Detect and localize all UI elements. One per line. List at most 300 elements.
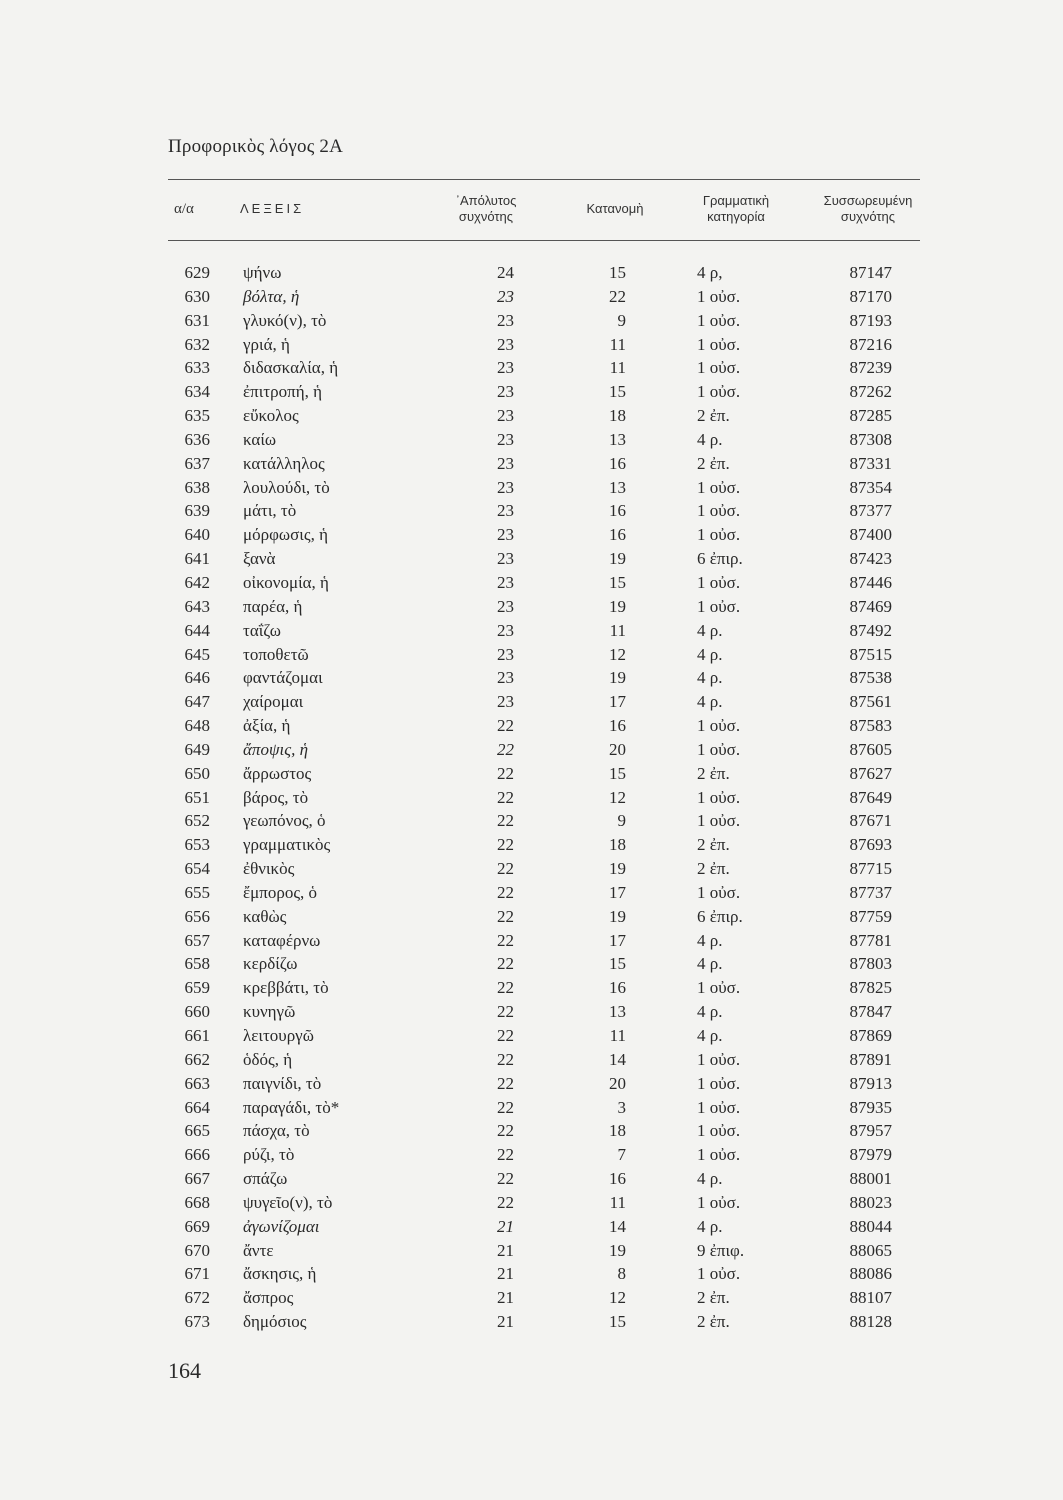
row-absolute-frequency: 22 (497, 811, 514, 831)
row-word: διδασκαλία, ἡ (243, 358, 339, 378)
row-absolute-frequency: 23 (497, 501, 514, 521)
row-cumulative-frequency: 88065 (849, 1240, 892, 1260)
row-word: σπάζω (243, 1169, 288, 1189)
row-absolute-frequency: 23 (497, 382, 514, 402)
row-grammatical-category: 4 ρ. (697, 692, 723, 712)
row-index: 633 (184, 358, 210, 378)
row-distribution: 17 (609, 692, 626, 712)
header-bottom-rule (168, 240, 920, 241)
row-word: γλυκό(ν), τὸ (243, 310, 327, 330)
row-word: δημόσιος (243, 1312, 307, 1332)
header-top-rule (168, 179, 920, 180)
row-index: 661 (184, 1026, 210, 1045)
row-cumulative-frequency: 87216 (849, 334, 892, 354)
row-index: 652 (184, 811, 210, 831)
row-grammatical-category: 4 ρ. (697, 644, 723, 664)
row-index: 638 (184, 477, 210, 497)
row-distribution: 11 (609, 358, 626, 378)
row-grammatical-category: 9 ἐπιφ. (697, 1240, 745, 1260)
row-absolute-frequency: 22 (497, 1121, 514, 1141)
table-row (0, 905, 1063, 929)
row-absolute-frequency: 22 (497, 930, 514, 950)
row-distribution: 12 (609, 644, 626, 664)
row-index: 653 (184, 835, 210, 855)
row-absolute-frequency: 23 (497, 429, 514, 449)
table-row (0, 1000, 1063, 1024)
row-index: 666 (184, 1145, 210, 1165)
row-absolute-frequency: 23 (497, 572, 514, 592)
row-cumulative-frequency: 87400 (849, 525, 892, 545)
row-grammatical-category: 1 οὐσ. (697, 716, 741, 736)
row-distribution: 18 (609, 835, 626, 855)
table-row (0, 452, 1063, 476)
row-grammatical-category: 1 οὐσ. (697, 1073, 741, 1093)
row-cumulative-frequency: 87492 (849, 620, 892, 640)
row-grammatical-category: 4 ρ. (697, 620, 723, 640)
row-index: 664 (184, 1097, 210, 1117)
row-grammatical-category: 4 ρ. (697, 1026, 723, 1045)
row-distribution: 15 (609, 572, 626, 592)
row-absolute-frequency: 22 (497, 1169, 514, 1189)
row-cumulative-frequency: 87891 (849, 1049, 892, 1069)
table-row (0, 809, 1063, 833)
row-absolute-frequency: 23 (497, 453, 514, 473)
table-row (0, 1167, 1063, 1191)
table-row (0, 1310, 1063, 1334)
row-cumulative-frequency: 87825 (849, 978, 892, 998)
row-index: 673 (184, 1312, 210, 1332)
row-index: 672 (184, 1288, 210, 1308)
row-distribution: 18 (609, 1121, 626, 1141)
row-word: ἄποψις, ἡ (243, 739, 309, 759)
table-row (0, 404, 1063, 428)
row-grammatical-category: 4 ρ. (697, 930, 723, 950)
row-word: ταΐζω (243, 620, 281, 640)
table-row (0, 929, 1063, 953)
row-distribution: 15 (609, 382, 626, 402)
row-grammatical-category: 2 ἐπ. (697, 859, 730, 879)
row-absolute-frequency: 22 (497, 1002, 514, 1022)
row-index: 663 (184, 1073, 210, 1093)
row-absolute-frequency: 24 (497, 263, 514, 282)
row-word: γριά, ἡ (243, 334, 290, 354)
row-index: 632 (184, 334, 210, 354)
row-distribution: 13 (609, 477, 626, 497)
row-cumulative-frequency: 88128 (849, 1312, 892, 1332)
row-absolute-frequency: 21 (497, 1264, 514, 1284)
row-distribution: 15 (609, 954, 626, 974)
row-absolute-frequency: 23 (497, 286, 514, 306)
row-index: 645 (184, 644, 210, 664)
row-distribution: 19 (609, 906, 626, 926)
row-distribution: 13 (609, 1002, 626, 1022)
header-grammatical-category (686, 193, 786, 225)
row-grammatical-category: 1 οὐσ. (697, 525, 741, 545)
row-index: 651 (184, 787, 210, 807)
row-absolute-frequency: 23 (497, 310, 514, 330)
row-grammatical-category: 1 οὐσ. (697, 334, 741, 354)
table-row (0, 1191, 1063, 1215)
table-row (0, 1072, 1063, 1096)
row-index: 643 (184, 596, 210, 616)
row-cumulative-frequency: 87583 (849, 716, 892, 736)
table-row (0, 952, 1063, 976)
row-index: 646 (184, 668, 210, 688)
word-frequency-table (0, 261, 1063, 1334)
table-row (0, 523, 1063, 547)
table-row (0, 714, 1063, 738)
row-distribution: 13 (609, 429, 626, 449)
row-absolute-frequency: 22 (497, 1145, 514, 1165)
table-row (0, 786, 1063, 810)
row-distribution: 15 (609, 763, 626, 783)
row-distribution: 19 (609, 1240, 626, 1260)
row-index: 642 (184, 572, 210, 592)
row-distribution: 11 (609, 334, 626, 354)
row-grammatical-category: 1 οὐσ. (697, 501, 741, 521)
header-absolute-line1: ᾿Απόλυτος (455, 193, 517, 208)
row-absolute-frequency: 23 (497, 549, 514, 569)
table-row (0, 1119, 1063, 1143)
row-absolute-frequency: 22 (497, 763, 514, 783)
row-distribution: 11 (609, 1026, 626, 1045)
row-index: 659 (184, 978, 210, 998)
row-absolute-frequency: 22 (497, 1049, 514, 1069)
page-number: 164 (168, 1358, 201, 1383)
row-word: τοποθετῶ (243, 644, 309, 664)
row-index: 640 (184, 525, 210, 545)
row-word: ἄσκησις, ἡ (243, 1264, 317, 1284)
row-grammatical-category: 1 οὐσ. (697, 310, 741, 330)
row-absolute-frequency: 22 (497, 1097, 514, 1117)
row-distribution: 16 (609, 501, 626, 521)
table-row (0, 976, 1063, 1000)
row-absolute-frequency: 22 (497, 835, 514, 855)
row-word: κυνηγῶ (243, 1002, 296, 1022)
row-grammatical-category: 1 οὐσ. (697, 1097, 741, 1117)
row-distribution: 8 (617, 1264, 626, 1284)
table-row (0, 380, 1063, 404)
row-absolute-frequency: 23 (497, 334, 514, 354)
row-distribution: 16 (609, 525, 626, 545)
row-word: ἄρρωστος (243, 763, 312, 783)
row-distribution: 11 (609, 620, 626, 640)
row-word: λουλούδι, τὸ (243, 477, 330, 497)
row-index: 650 (184, 763, 210, 783)
row-grammatical-category: 2 ἐπ. (697, 406, 730, 426)
row-absolute-frequency: 23 (497, 620, 514, 640)
row-word: φαντάζομαι (243, 668, 323, 688)
header-cumulative-line2: συχνότης (840, 209, 896, 224)
row-cumulative-frequency: 88001 (849, 1169, 892, 1189)
row-distribution: 17 (609, 930, 626, 950)
row-absolute-frequency: 23 (497, 596, 514, 616)
row-distribution: 14 (609, 1216, 626, 1236)
row-grammatical-category: 1 οὐσ. (697, 882, 741, 902)
row-word: ψήνω (243, 263, 282, 282)
row-absolute-frequency: 22 (497, 787, 514, 807)
row-word: καθὼς (243, 906, 287, 926)
table-row (0, 476, 1063, 500)
row-grammatical-category: 2 ἐπ. (697, 1312, 730, 1332)
table-row (0, 1286, 1063, 1310)
table-row (0, 1239, 1063, 1263)
table-row (0, 1024, 1063, 1048)
row-distribution: 16 (609, 453, 626, 473)
row-absolute-frequency: 23 (497, 644, 514, 664)
row-absolute-frequency: 22 (497, 1073, 514, 1093)
row-word: κερδίζω (243, 954, 298, 974)
header-words: ΛΕΞΕΙΣ (240, 201, 305, 216)
row-index: 660 (184, 1002, 210, 1022)
row-index: 634 (184, 382, 210, 402)
table-row (0, 428, 1063, 452)
table-row (0, 857, 1063, 881)
row-cumulative-frequency: 87935 (849, 1097, 892, 1117)
row-word: ἀγωνίζομαι (243, 1216, 320, 1236)
row-word: ἄσπρος (243, 1288, 294, 1308)
row-word: εὔκολος (243, 406, 299, 426)
table-row (0, 499, 1063, 523)
table-row (0, 1096, 1063, 1120)
table-row (0, 738, 1063, 762)
row-grammatical-category: 1 οὐσ. (697, 739, 741, 759)
table-row (0, 571, 1063, 595)
row-word: ἀξία, ἡ (243, 716, 291, 736)
row-word: ὁδός, ἡ (243, 1049, 293, 1069)
row-word: ἄντε (243, 1240, 274, 1260)
header-index: α/α (174, 201, 194, 217)
table-row (0, 1262, 1063, 1286)
row-absolute-frequency: 23 (497, 358, 514, 378)
row-index: 657 (184, 930, 210, 950)
table-row (0, 356, 1063, 380)
row-grammatical-category: 2 ἐπ. (697, 453, 730, 473)
row-word: παιγνίδι, τὸ (243, 1073, 322, 1093)
row-word: παρέα, ἡ (243, 596, 303, 616)
row-index: 647 (184, 692, 210, 712)
row-grammatical-category: 1 οὐσ. (697, 1049, 741, 1069)
row-word: ρύζι, τὸ (243, 1145, 295, 1165)
row-absolute-frequency: 22 (497, 739, 514, 759)
row-cumulative-frequency: 87239 (849, 358, 892, 378)
row-word: βάρος, τὸ (243, 787, 309, 807)
row-grammatical-category: 6 ἐπιρ. (697, 906, 743, 926)
row-cumulative-frequency: 87538 (849, 668, 892, 688)
row-cumulative-frequency: 87649 (849, 787, 892, 807)
row-distribution: 9 (617, 310, 626, 330)
row-word: λειτουργῶ (243, 1026, 314, 1045)
header-grammatical-line1: Γραμματικὴ (702, 193, 770, 208)
header-grammatical-line2: κατηγορία (707, 209, 765, 224)
row-word: ψυγεῖο(ν), τὸ (243, 1192, 333, 1212)
row-distribution: 22 (609, 286, 626, 306)
row-cumulative-frequency: 87377 (849, 501, 892, 521)
row-cumulative-frequency: 87308 (849, 429, 892, 449)
row-absolute-frequency: 21 (497, 1312, 514, 1332)
row-word: ἐπιτροπή, ἡ (243, 382, 322, 402)
row-absolute-frequency: 22 (497, 1026, 514, 1045)
row-absolute-frequency: 23 (497, 525, 514, 545)
row-word: γραμματικὸς (243, 835, 331, 855)
row-cumulative-frequency: 87913 (849, 1073, 892, 1093)
row-absolute-frequency: 22 (497, 906, 514, 926)
row-distribution: 12 (609, 787, 626, 807)
row-absolute-frequency: 22 (497, 716, 514, 736)
row-word: παραγάδι, τὸ* (243, 1097, 340, 1117)
table-row (0, 1048, 1063, 1072)
row-absolute-frequency: 22 (497, 978, 514, 998)
row-distribution: 12 (609, 1288, 626, 1308)
row-word: βόλτα, ἡ (243, 286, 300, 306)
row-distribution: 19 (609, 859, 626, 879)
row-distribution: 20 (609, 739, 626, 759)
row-cumulative-frequency: 87759 (849, 906, 892, 926)
row-index: 662 (184, 1049, 210, 1069)
row-distribution: 14 (609, 1049, 626, 1069)
row-grammatical-category: 4 ρ. (697, 1002, 723, 1022)
header-distribution: Κατανομὴ (586, 201, 644, 216)
row-cumulative-frequency: 87869 (849, 1026, 892, 1045)
row-word: καίω (243, 429, 277, 449)
row-grammatical-category: 2 ἐπ. (697, 1288, 730, 1308)
row-index: 639 (184, 501, 210, 521)
row-grammatical-category: 1 οὐσ. (697, 382, 741, 402)
table-row (0, 1215, 1063, 1239)
row-index: 655 (184, 882, 210, 902)
row-grammatical-category: 2 ἐπ. (697, 835, 730, 855)
row-cumulative-frequency: 87354 (849, 477, 892, 497)
row-cumulative-frequency: 87957 (849, 1121, 892, 1141)
row-cumulative-frequency: 87627 (849, 763, 892, 783)
row-word: οἰκονομία, ἡ (243, 572, 329, 592)
row-cumulative-frequency: 87262 (849, 382, 892, 402)
row-index: 669 (184, 1216, 210, 1236)
row-cumulative-frequency: 87331 (849, 453, 892, 473)
row-word: χαίρομαι (243, 692, 304, 712)
row-cumulative-frequency: 87285 (849, 406, 892, 426)
row-cumulative-frequency: 88086 (849, 1264, 892, 1284)
row-cumulative-frequency: 87469 (849, 596, 892, 616)
row-cumulative-frequency: 87561 (849, 692, 892, 712)
row-index: 636 (184, 429, 210, 449)
row-absolute-frequency: 22 (497, 882, 514, 902)
table-row (0, 881, 1063, 905)
row-cumulative-frequency: 87781 (849, 930, 892, 950)
row-distribution: 15 (609, 1312, 626, 1332)
row-cumulative-frequency: 87715 (849, 859, 892, 879)
row-word: καταφέρνω (243, 930, 321, 950)
header-cumulative-line1: Συσσωρευμένη (823, 193, 913, 208)
row-cumulative-frequency: 87446 (849, 572, 892, 592)
table-row (0, 1143, 1063, 1167)
row-grammatical-category: 4 ρ, (697, 263, 723, 282)
table-row (0, 833, 1063, 857)
row-grammatical-category: 4 ρ. (697, 954, 723, 974)
page-title: Προφορικὸς λόγος 2Α (168, 136, 344, 157)
row-index: 658 (184, 954, 210, 974)
row-absolute-frequency: 21 (497, 1240, 514, 1260)
row-index: 644 (184, 620, 210, 640)
row-grammatical-category: 2 ἐπ. (697, 763, 730, 783)
header-absolute-frequency (436, 193, 536, 225)
row-absolute-frequency: 23 (497, 406, 514, 426)
row-grammatical-category: 1 οὐσ. (697, 811, 741, 831)
row-cumulative-frequency: 87979 (849, 1145, 892, 1165)
row-cumulative-frequency: 87170 (849, 286, 892, 306)
row-word: μάτι, τὸ (243, 501, 297, 521)
row-absolute-frequency: 23 (497, 477, 514, 497)
header-absolute-line2: συχνότης (458, 209, 514, 224)
row-absolute-frequency: 23 (497, 668, 514, 688)
row-grammatical-category: 4 ρ. (697, 668, 723, 688)
row-grammatical-category: 1 οὐσ. (697, 978, 741, 998)
row-distribution: 3 (617, 1097, 626, 1117)
header-cumulative-frequency (812, 193, 924, 225)
row-index: 630 (184, 286, 210, 306)
row-absolute-frequency: 23 (497, 692, 514, 712)
row-word: κατάλληλος (243, 453, 325, 473)
row-index: 631 (184, 310, 210, 330)
row-cumulative-frequency: 87803 (849, 954, 892, 974)
row-cumulative-frequency: 88107 (849, 1288, 892, 1308)
row-distribution: 7 (617, 1145, 626, 1165)
row-cumulative-frequency: 87847 (849, 1002, 892, 1022)
row-distribution: 15 (609, 263, 626, 282)
row-word: ἔμπορος, ὁ (243, 882, 318, 902)
row-index: 649 (184, 739, 210, 759)
row-grammatical-category: 1 οὐσ. (697, 358, 741, 378)
row-cumulative-frequency: 88044 (849, 1216, 892, 1236)
row-grammatical-category: 1 οὐσ. (697, 787, 741, 807)
table-row (0, 261, 1063, 285)
row-grammatical-category: 4 ρ. (697, 1216, 723, 1236)
row-cumulative-frequency: 87737 (849, 882, 892, 902)
table-row (0, 285, 1063, 309)
row-index: 654 (184, 859, 210, 879)
row-index: 667 (184, 1169, 210, 1189)
row-cumulative-frequency: 87515 (849, 644, 892, 664)
row-grammatical-category: 4 ρ. (697, 1169, 723, 1189)
row-index: 665 (184, 1121, 210, 1141)
row-grammatical-category: 1 οὐσ. (697, 477, 741, 497)
row-word: ξανὰ (243, 549, 276, 569)
row-cumulative-frequency: 87147 (849, 263, 892, 282)
row-distribution: 16 (609, 716, 626, 736)
table-row (0, 690, 1063, 714)
row-distribution: 19 (609, 549, 626, 569)
table-row (0, 762, 1063, 786)
row-grammatical-category: 1 οὐσ. (697, 286, 741, 306)
row-cumulative-frequency: 87423 (849, 549, 892, 569)
row-grammatical-category: 1 οὐσ. (697, 572, 741, 592)
row-index: 635 (184, 406, 210, 426)
row-absolute-frequency: 22 (497, 859, 514, 879)
row-distribution: 9 (617, 811, 626, 831)
row-distribution: 20 (609, 1073, 626, 1093)
row-index: 629 (184, 263, 210, 282)
row-cumulative-frequency: 87193 (849, 310, 892, 330)
row-word: γεωπόνος, ὁ (243, 811, 326, 831)
table-row (0, 595, 1063, 619)
row-grammatical-category: 6 ἐπιρ. (697, 549, 743, 569)
row-index: 637 (184, 453, 210, 473)
row-index: 641 (184, 549, 210, 569)
row-distribution: 11 (609, 1192, 626, 1212)
row-cumulative-frequency: 87671 (849, 811, 892, 831)
row-index: 670 (184, 1240, 210, 1260)
row-grammatical-category: 1 οὐσ. (697, 1264, 741, 1284)
